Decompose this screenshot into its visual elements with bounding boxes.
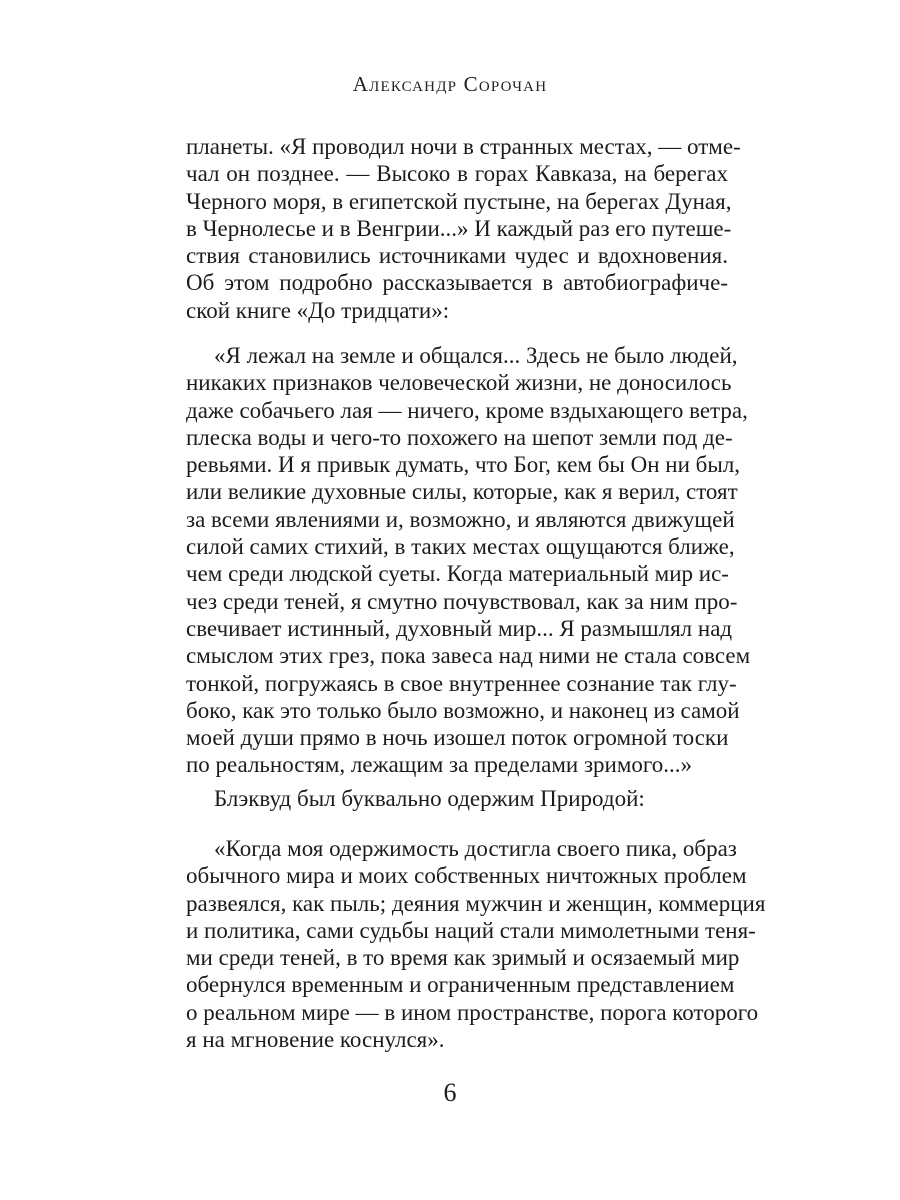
text-line: даже собачьего лая — ничего, кроме вздыхающего ветра, xyxy=(186,397,748,423)
text-line: «Я лежал на земле и общался... Здесь не было людей, xyxy=(214,343,738,368)
text-line: чал он позднее. — Высоко в горах Кавказа, на берегах xyxy=(186,161,728,187)
text-line: чем среди людской суеты. Когда материальный мир ис- xyxy=(186,561,729,587)
body-paragraph-1 xyxy=(186,133,741,324)
text-line: о реальном мире — в ином пространстве, порога которого xyxy=(186,999,759,1025)
block-quote-1 xyxy=(186,342,751,779)
text-line: никаких признаков человеческой жизни, не доносилось xyxy=(186,370,732,396)
text-line: в Чернолесье и в Венгрии...» И каждый раз его путеше- xyxy=(186,215,732,241)
block-quote-2 xyxy=(186,835,766,1053)
text-line: за всеми явлениями и, возможно, и являются движущей xyxy=(186,506,735,532)
text-line: ской книге «До тридцати»: xyxy=(186,297,450,323)
text-line: тонкой, погружаясь в свое внутреннее сознание так глу- xyxy=(186,670,737,696)
text-line: обернулся временным и ограниченным представлением xyxy=(186,972,735,998)
text-line: смыслом этих грез, пока завеса над ними не стала совсем xyxy=(186,643,751,669)
body-paragraph-2 xyxy=(186,785,728,812)
text-line: ревьями. И я привык думать, что Бог, кем бы Он ни был, xyxy=(186,452,741,478)
text-line: «Когда моя одержимость достигла своего пика, образ xyxy=(214,836,737,861)
page-number: 6 xyxy=(443,1078,457,1107)
text-line: ствия становились источниками чудес и вдохновения. xyxy=(186,243,728,269)
text-line: свечивает истинный, духовный мир... Я размышлял над xyxy=(186,615,733,641)
text-line: чез среди теней, я смутно почувствовал, как за ним про- xyxy=(186,588,738,614)
text-line: Блэквуд был буквально одержим Природой: xyxy=(214,786,645,811)
text-line: плеска воды и чего-то похожего на шепот земли под де- xyxy=(186,424,733,450)
text-line: Черного моря, в египетской пустыне, на берегах Дуная, xyxy=(186,188,732,214)
text-line: я на мгновение коснулся». xyxy=(186,1027,445,1053)
text-line: обычного мира и моих собственных ничтожных проблем xyxy=(186,863,747,889)
text-line: и политика, сами судьбы наций стали мимолетными теня- xyxy=(186,917,756,943)
running-header-author: Александр Сорочан xyxy=(352,72,548,96)
text-line: по реальностям, лежащим за пределами зримого...» xyxy=(186,752,693,778)
text-line: ми среди теней, в то время как зримый и осязаемый мир xyxy=(186,945,740,971)
text-line: моей души прямо в ночь изошел поток огромной тоски xyxy=(186,725,729,751)
text-line: Об этом подробно рассказывается в автобиографиче- xyxy=(186,270,728,296)
text-line: развеялся, как пыль; деяния мужчин и женщин, коммерция xyxy=(186,890,766,916)
text-line: силой самих стихий, в таких местах ощущаются ближе, xyxy=(186,534,735,560)
text-line: планеты. «Я проводил ночи в странных местах, — отме- xyxy=(186,134,741,159)
text-line: боко, как это только было возможно, и наконец из самой xyxy=(186,697,740,723)
text-line: или великие духовные силы, которые, как я верил, стоят xyxy=(186,479,738,505)
